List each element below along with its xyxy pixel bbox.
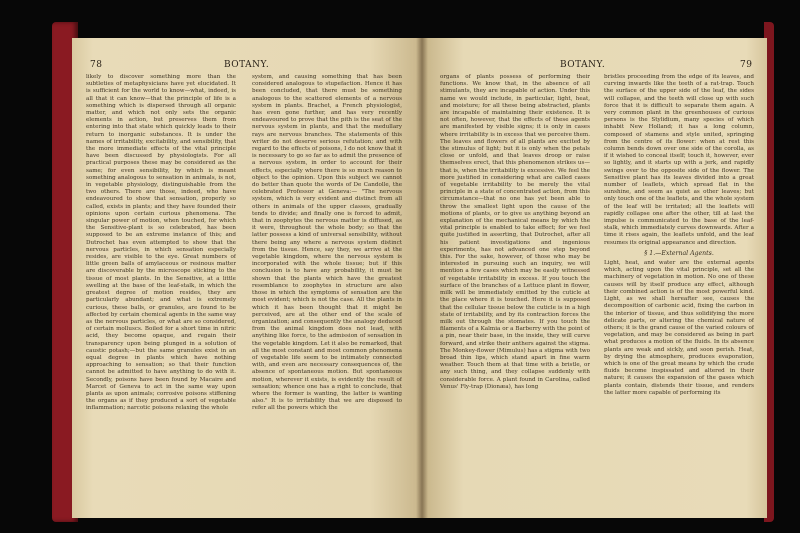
left-column-1: [86, 74, 236, 514]
right-column-2-text: bristles proceeding from the edge of its leaves, and curving inwards like the teeth of a rat-trap. Touch the surface of the upper side of the leaf, the sides will collapse, and the teeth will close up with such force that it is difficult to separate them again. A very common plant in the greenhouses of curious persons is the Stylidium, many species of which inhabit New Holland; it has a long column, composed of stamens and style united, springing from the centre of its flower: when at rest this column bends down over one side of the corolla, as if it wished to conceal itself; touch it, however, ever so lightly, and it starts up with a jerk, and rapidly swings over to the opposite side of the flower. The Sensitive plant has its leaves divided into a great number of leaflets, which spread flat in the sunshine, and seem as quiet as other leaves; but only touch one of the leaflets, and the whole system of the leaf will be irritated; all the leaflets will rapidly collapse one after the other, till at last the impulse is communicated to the base of the leaf-stalk, which immediately curves downwards. After a time it rises again, the leaflets unfold, and the leaf resumes its original appearance and direction.: [604, 74, 754, 246]
left-column-2-text: system, and causing something that has been considered analogous to stupefaction. Hence it has been concluded, that there must be something analogous to the scattered elements of a nervous system in plants. Brachet, a French physiologist, has even gone further, and has very recently endeavoured to prove that the pith is the seat of the nervous system in plants, and that the medullary rays are nervous branches. The statements of this writer do not deserve serious refutation; and with regard to the effects of poisons, I do not know that it is necessary to go so far as to admit the presence of a nervous system, in order to account for their effects, especially where there is so much reason to object to the opinion. Upon this subject we cannot do better than quote the words of De Candolle, the celebrated Professor at Geneva:— "The nervous system, which is very evident and distinct from all others in animals of the upper classes, gradually tends to divide; and finally one is forced to admit, that in zoophytes the nervous matter is diffused, as it were, throughout the whole body; so that the latter possess a kind of universal sensibility, without there being any where a nervous system distinct from the tissue. Hence, say they, we arrive at the vegetable kingdom, where the nervous system is incorporated with the whole tissue; but if this conclusion is to have any probability, it must be shown that the plants which have the greatest resemblance to zoophytes in structure are also those in which the symptoms of sensation are the most evident; which is not the case. All the plants in which it has been thought that it might be perceived, are at the other end of the scale of organization; and consequently the analogy deduced from the animal kingdom does not lead, with anything like force, to the admission of sensation in the vegetable kingdom. Let it also be remarked, that all the most constant and most common phenomena of vegetable life seem to be intimately connected with, and even are necessary consequences of, the absence of spontaneous motion. But spontaneous motion, wherever it exists, is evidently the result of sensation; whence one has a right to conclude, that where the former is wanting, the latter is wanting also." It is to irritability that we are disposed to refer all the powers which the: [252, 74, 402, 412]
page-number-right: 79: [740, 60, 753, 70]
right-page: [422, 38, 767, 518]
page-number-left: 78: [90, 60, 103, 70]
left-column-1-text: likely to discover something more than the subtleties of metaphysicians have yet elucidated. It is sufficient for the world to know—what, indeed, is all that it can know—that the principle of life is a something which is dispersed through all organic matter, and which not only sets the organic elements in action, but preserves them from entering into that state which quickly leads to their return to inorganic substances. It is under the names of irritability, excitability, and sensibility, that the more immediate effects of the vital principle have been discussed by physiologists. For all practical purposes these may be considered as the same; for even sensibility, by which is meant something analogous to sensation in animals, is not, in vegetable physiology, distinguishable from the two others. There are those, indeed, who have endeavoured to show that sensation, properly so called, exists in plants; and they have founded their opinions upon certain curious phenomena. The singular power of motion, when touched, for which the Sensitive-plant is so celebrated, has been supposed to be an extreme instance of this; and Dutrochet has even attempted to show that the nervous particles, in which sensation especially resides, are visible to the eye. Great numbers of little green balls of amylaceous or resinous matter are discoverable by the microscope sticking to the tissue of most plants. In the Sensitive, at a little swelling at the base of the leaf-stalk, in which the greatest degree of motion resides, they are particularly abundant; and what is extremely curious, these balls, or granules, are found to be affected by certain chemical agents in the same way as the nervous particles, or what are so considered, of certain molluscs. Boiled for a short time in nitric acid, they become opaque, and regain their transparency upon being plunged in a solution of caustic potash;—but the same granules exist in an equal degree in plants which have nothing approaching to sensation; so that their function cannot be admitted to have anything to do with it. Secondly, poisons have been found by Macaire and Marcet of Geneva to act in the same way upon plants as upon animals; corrosive poisons stiffening the organs as if they produced a sort of vegetable inflammation; narcotic poisons relaxing the whole: [86, 74, 236, 412]
right-column-2: [604, 74, 754, 514]
running-head-left: BOTANY.: [224, 60, 270, 70]
open-book: [52, 16, 774, 526]
right-column-1-text: organs of plants possess of performing their functions. We know that, in the absence of all stimulants, they are incapable of action. Under this name we would include, in particular, light, heat, and moisture; for all these being abstracted, plants are incapable of maintaining their existence. It is not often, however, that the effects of these agents are manifested by visible signs; it is only in cases where irritability is in excess that we perceive them. The leaves and flowers of all plants are excited by the stimulus of light; but it is only when the petals close or unfold, and that leaves droop or raise themselves erect, that this phenomenon strikes us—that is, when the irritability is excessive. We feel the more justified in considering what are called cases of vegetable irritability to be merely the vital principle in a state of concentrated action, from this circumstance—that no one has yet been able to throw the smallest light upon the cause of the motions of plants, or to give us anything beyond an explanation of the mechanical means by which the vital principle is enabled to take effect; for we feel quite justified in asserting, that Dutrochet, after all his patient investigations and ingenious experiments, has not advanced one step beyond this. For the sake, however, of those who may be interested in pursuing such an inquiry, we will mention a few cases which may be easily witnessed of vegetable irritability in excess. If you touch the surface of the branches of a Lettuce plant in flower, milk will be immediately emitted by the cuticle at the place where it is touched. Here it is supposed that the cellular tissue below the cuticle is in a high state of irritability, and by its contraction forces the milk out through the stomates. If you touch the filaments of a Kalmia or a Barberry with the point of a pin, near their base, in the inside, they will curve forward, and strike their anthers against the stigma. The Monkey-flower (Mimulus) has a stigma with two broad thin lips, which stand apart in fine warm weather. Touch them at that time with a bristle, or any such thing, and they collapse suddenly with considerable force. A plant found in Carolina, called Venus' Fly-trap (Dionæa), has long: [440, 74, 590, 390]
right-column-1: [440, 74, 590, 514]
section-heading: § 1.—External Agents.: [644, 249, 714, 257]
left-page: [72, 38, 422, 518]
book-gutter: [416, 38, 428, 518]
left-column-2: [252, 74, 402, 514]
running-head-right: BOTANY.: [560, 60, 606, 70]
right-column-2-text-after: Light, heat, and water are the external agents which, acting upon the vital principle, set all the machinery of vegetation in motion. No one of these causes will by itself produce any effect, although their combined action is of the most powerful kind. Light, as we shall hereafter see, causes the decomposition of carbonic acid, fixing the carbon in the interior of tissue, and thus solidifying the more delicate parts, or altering the chemical nature of others; it is the grand cause of the varied colours of vegetation, and may be considered as being in part what produces a motion of the fluids. In its absence plants are weak and sickly, and soon perish. Heat, by drying the atmosphere, produces evaporation, which is one of the great means by which the crude fluids become inspissated and altered in their nature; it causes the expansion of the gases which plants contain, distends their tissue, and renders the latter more capable of performing its: [604, 260, 754, 396]
